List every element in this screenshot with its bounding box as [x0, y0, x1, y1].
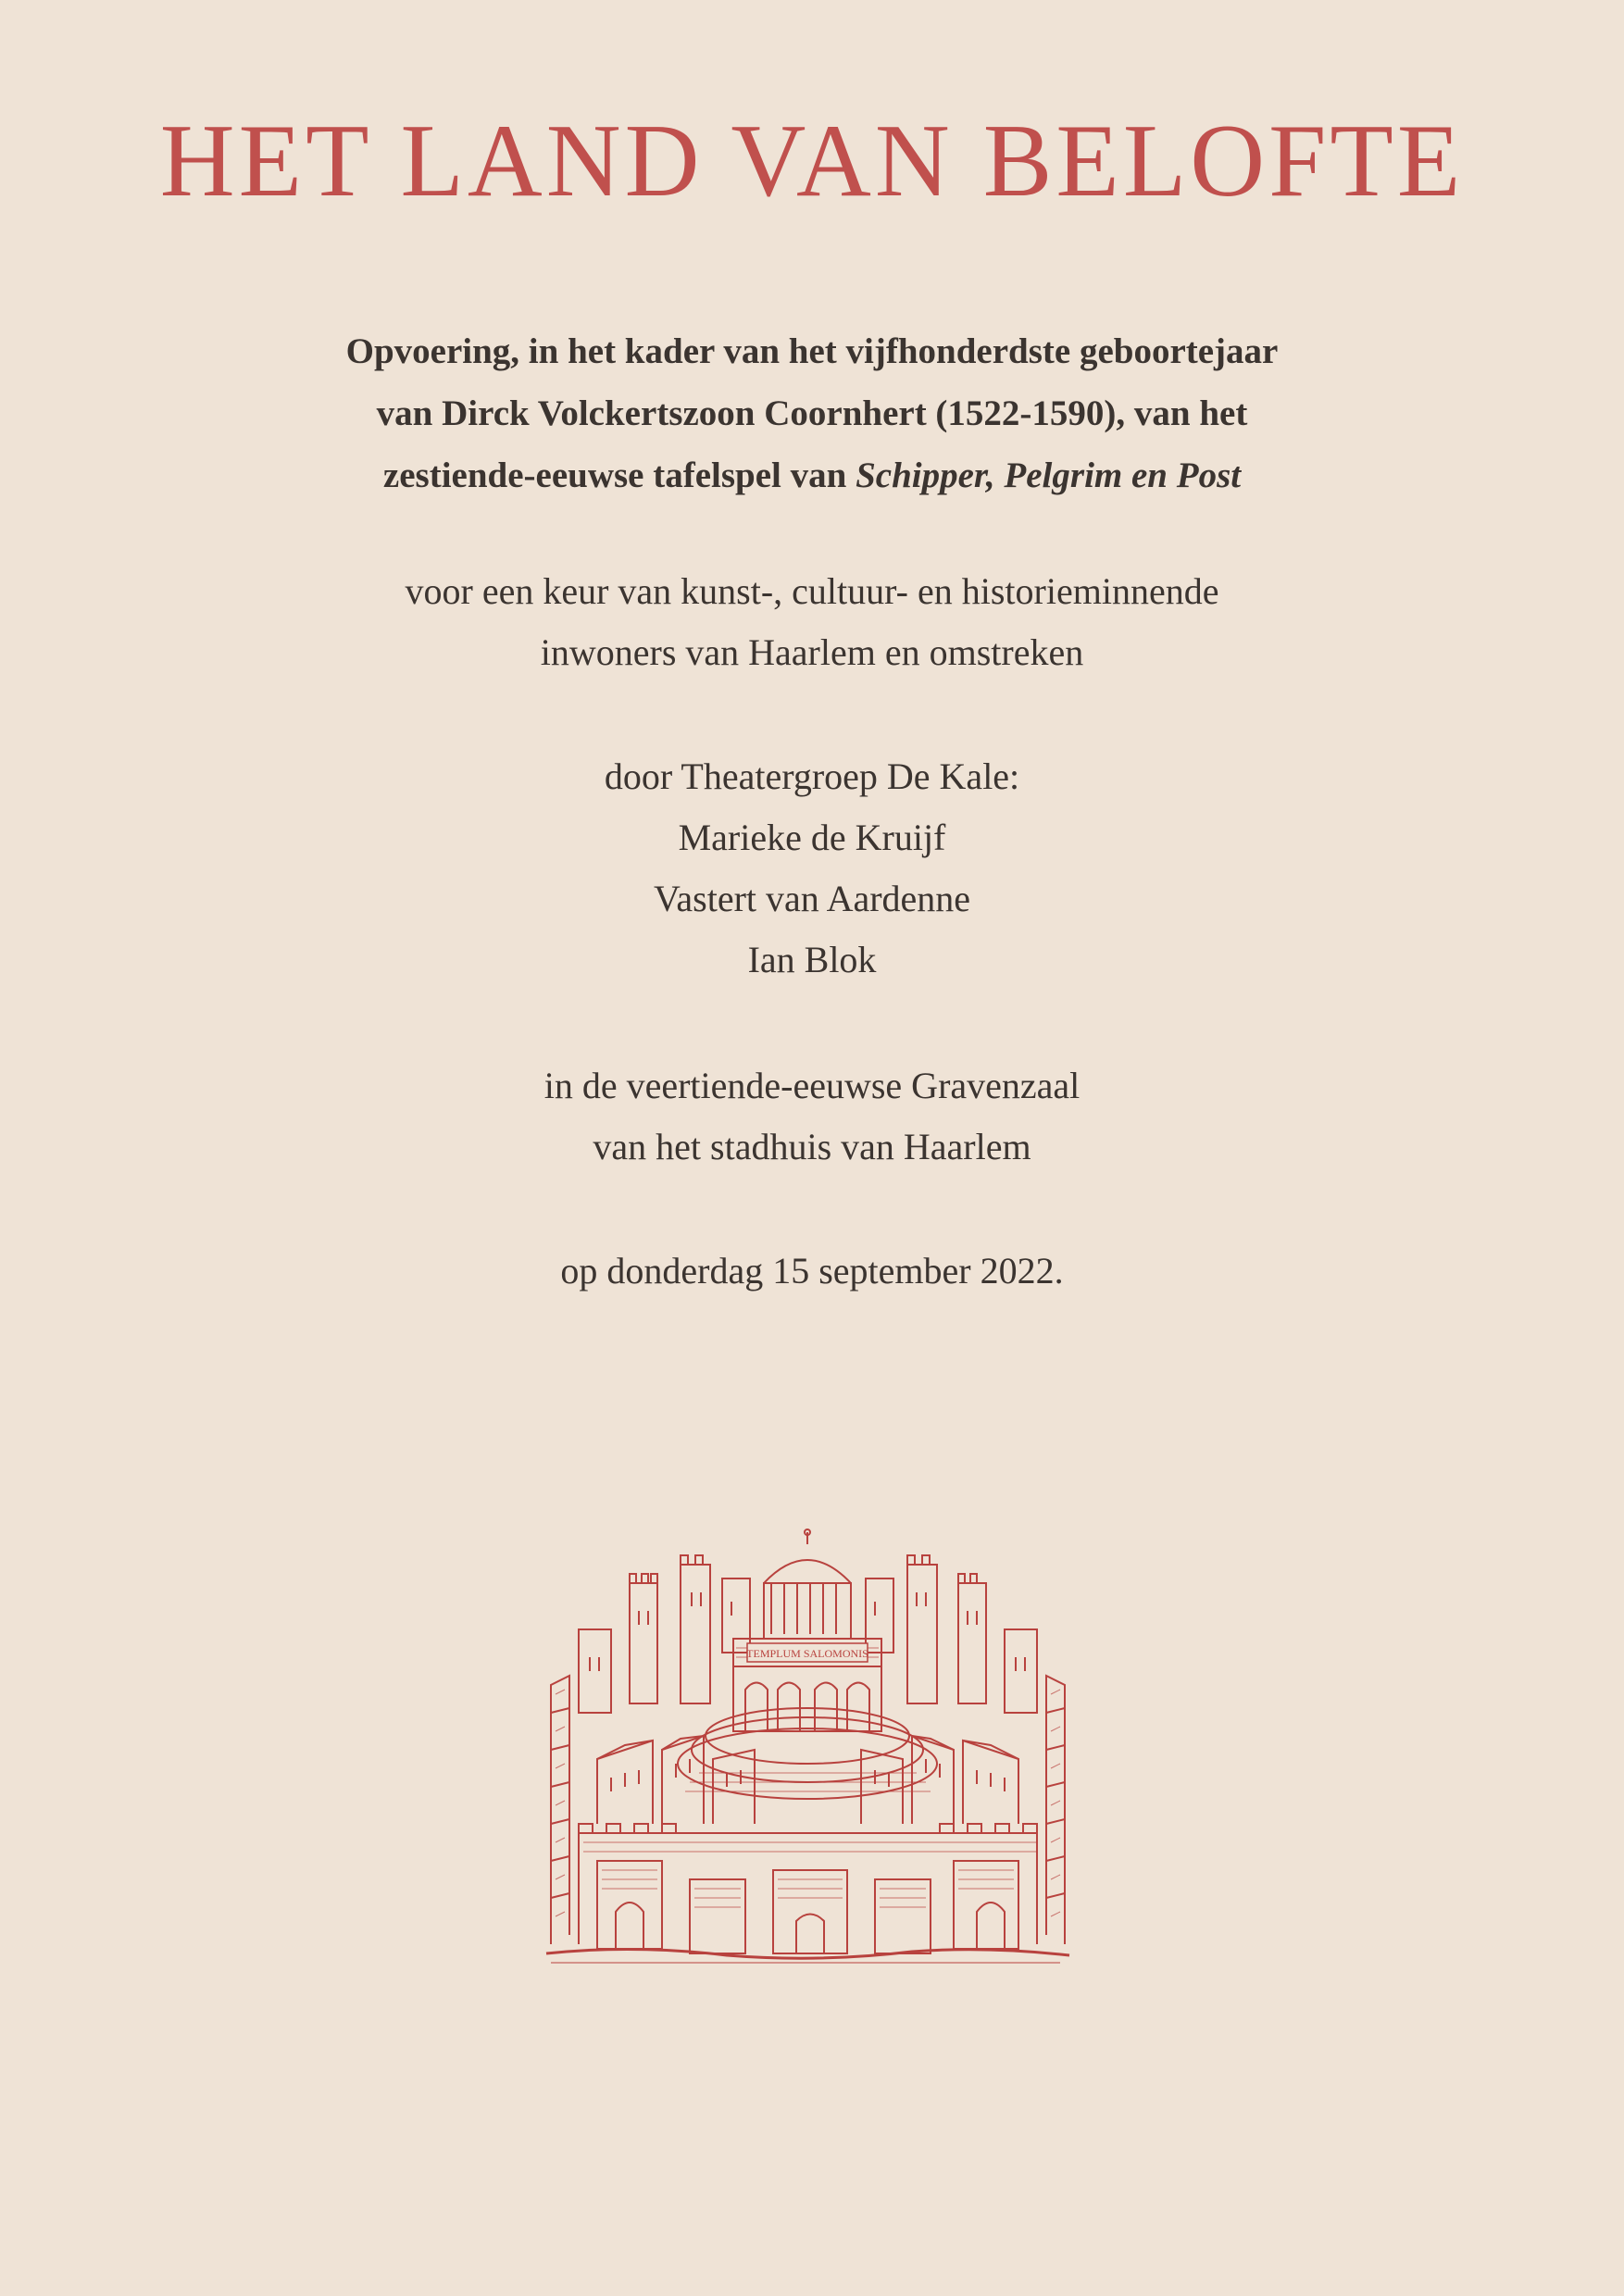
- performance-date: op donderdag 15 september 2022.: [560, 1250, 1064, 1292]
- temple-inscription: TEMPLUM SALOMONIS: [746, 1647, 868, 1660]
- play-title: Schipper, Pelgrim en Post: [856, 455, 1242, 495]
- cast-member: Vastert van Aardenne: [653, 878, 971, 919]
- audience-line: inwoners van Haarlem en omstreken: [540, 631, 1084, 673]
- venue-line: in de veertiende-eeuwse Gravenzaal: [543, 1065, 1081, 1106]
- cast-member: Marieke de Kruijf: [678, 817, 946, 858]
- description-text: zestiende-eeuwse tafelspel van: [382, 455, 856, 495]
- description-line: [0, 444, 1624, 506]
- venue-block: [0, 1055, 1624, 1178]
- cast-block: [0, 746, 1624, 991]
- cast-intro: door Theatergroep De Kale:: [604, 755, 1020, 797]
- description-line: van Dirck Volckertszoon Coornhert (1522-1590), van het: [376, 393, 1248, 433]
- performance-description: [0, 320, 1624, 506]
- audience-line: voor een keur van kunst-, cultuur- en historieminnende: [405, 570, 1219, 612]
- page-title: HET LAND VAN BELOFTE: [159, 104, 1465, 218]
- date-block: [0, 1241, 1624, 1302]
- walled-city-woodcut-icon: [542, 1528, 1074, 1972]
- description-line: Opvoering, in het kader van het vijfhonderdste geboortejaar: [345, 331, 1279, 371]
- venue-line: van het stadhuis van Haarlem: [593, 1126, 1031, 1167]
- audience-block: [0, 561, 1624, 683]
- cast-member: Ian Blok: [747, 939, 877, 980]
